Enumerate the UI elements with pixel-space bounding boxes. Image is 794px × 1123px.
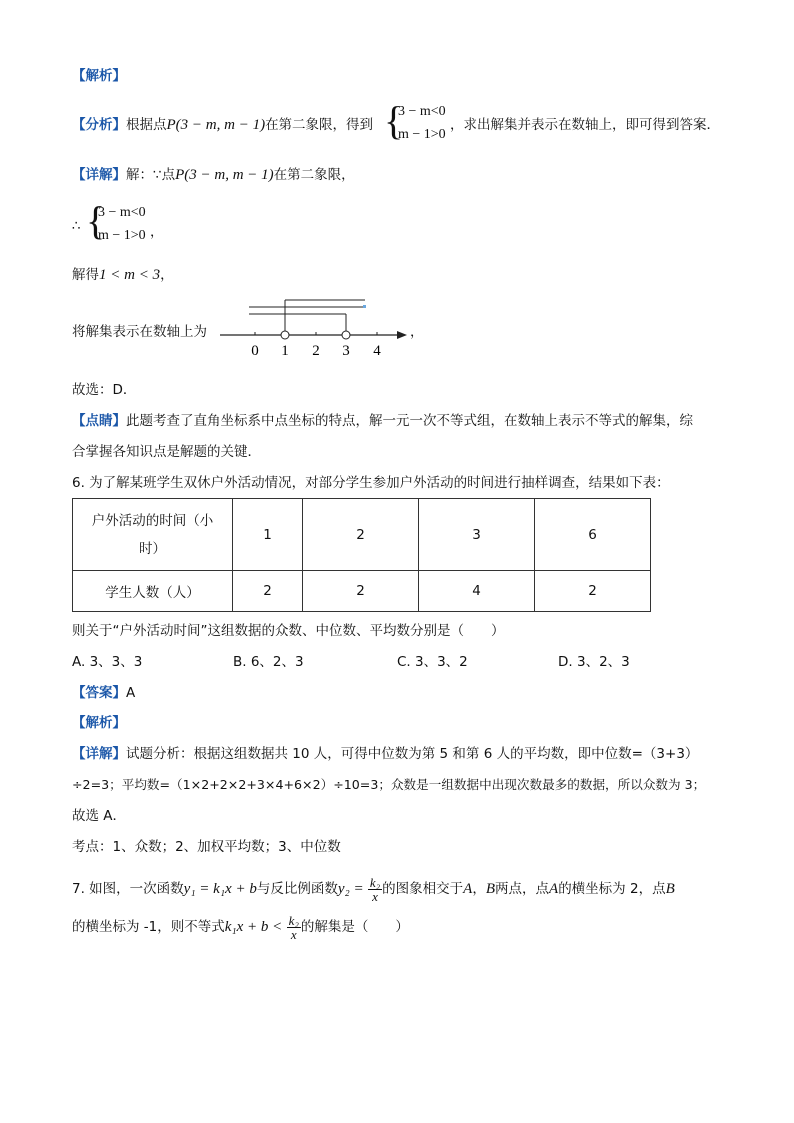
dianjing-text-1: 此题考查了直角坐标系中点坐标的特点，解一元一次不等式组，在数轴上表示不等式的解集，综	[126, 413, 693, 429]
table-cell: 2	[303, 571, 419, 612]
fenxi-paragraph	[72, 115, 373, 135]
q7-inequality-fraction	[287, 914, 301, 941]
q6-choice: 故选 A．	[72, 808, 127, 824]
q6-question: 则关于“户外活动时间”这组数据的众数、中位数、平均数分别是（ ）	[72, 623, 505, 639]
table-cell: 1	[233, 499, 303, 571]
q6-stem: 6. 为了解某班学生双休户外活动情况，对部分学生参加户外活动的时间进行抽样调查，结果如下表：	[72, 475, 670, 491]
jiexi-tag-2: 【解析】	[72, 715, 126, 731]
dianjing-text-2: 合掌握各知识点是解题的关键．	[72, 444, 261, 460]
table-cell: 3	[419, 499, 535, 571]
system-inequality-1: 3 − m<0	[398, 104, 446, 119]
q6-data-table	[72, 498, 651, 612]
tick-label-1: 1	[281, 343, 289, 359]
q6-xiangjie-line-1	[72, 744, 698, 764]
xiangjie-text-1: 解：∵点	[126, 167, 176, 183]
brace-symbol: {	[384, 98, 404, 143]
daan-tag: 【答案】	[72, 685, 126, 701]
q6-xiangjie-text-1: 试题分析：根据这组数据共 10 人，可得中位数为第 5 和第 6 人的平均数，即中位数=（3+3）	[126, 746, 699, 762]
q7-separator: ，	[472, 881, 486, 897]
q7-y1-expression: y₁ = k₁x + b	[183, 881, 257, 897]
solve-prefix: 解得	[72, 267, 99, 283]
table-header-time	[73, 499, 233, 571]
number-line-figure	[215, 295, 415, 360]
fenxi-text-1: 根据点	[126, 117, 167, 133]
xiangjie-paragraph	[72, 165, 355, 185]
option-c: C. 3、3、2	[397, 654, 468, 670]
table-cell: 6	[535, 499, 651, 571]
dianjing-line-1	[72, 411, 693, 431]
table-row	[73, 499, 651, 571]
solve-expression: 1 < m < 3	[99, 267, 161, 283]
xiangjie-text-2: 在第二象限，	[273, 167, 355, 183]
xiangjie-tag: 【详解】	[72, 167, 126, 183]
numberline-suffix: ，	[410, 324, 424, 340]
point-expression-2: P(3 − m, m − 1)	[175, 167, 274, 183]
open-circle-1	[281, 331, 289, 339]
selection-dot	[363, 305, 366, 308]
q7-line-2	[72, 912, 409, 942]
q7-fraction	[368, 876, 382, 903]
tick-label-2: 2	[312, 343, 320, 359]
tick-label-4: 4	[373, 343, 381, 359]
q6-kaodian: 考点：1、众数；2、加权平均数；3、中位数	[72, 839, 341, 855]
q5-choice: 故选：D．	[72, 382, 137, 398]
q7-point-b: B	[485, 881, 496, 897]
option-d: D. 3、2、3	[558, 654, 630, 670]
point-expression: P(3 − m, m − 1)	[166, 117, 266, 133]
q7-point-a: A	[463, 881, 473, 897]
system2-inequality-1: 3 − m<0	[98, 205, 146, 220]
therefore-symbol: ∴	[72, 218, 81, 234]
fenxi-text-3: ，求出解集并表示在数轴上，即可得到答案．	[450, 117, 720, 133]
ineq-fraction-denominator: x	[290, 926, 297, 942]
tick-label-0: 0	[251, 343, 259, 359]
table-cell: 4	[419, 571, 535, 612]
q7-line2-part-1: 的横坐标为 -1，则不等式	[72, 919, 225, 935]
header-time-line-1: 户外活动的时间（小	[91, 512, 214, 529]
q7-part-1: 7. 如图，一次函数	[72, 881, 184, 897]
brace-symbol-2: {	[86, 198, 106, 243]
fraction-denominator: x	[372, 888, 378, 904]
answer-line	[72, 683, 135, 703]
option-a: A. 3、3、3	[72, 654, 143, 670]
fenxi-tag: 【分析】	[72, 117, 126, 133]
axis-arrow	[397, 331, 407, 339]
table-header-students: 学生人数（人）	[73, 571, 233, 612]
q7-y2-lhs: y₂ =	[337, 881, 364, 897]
q7-line-1	[72, 874, 675, 904]
system-comma: ，	[150, 224, 164, 240]
table-cell: 2	[233, 571, 303, 612]
numberline-prefix: 将解集表示在数轴上为	[72, 324, 207, 340]
solve-suffix: ，	[160, 267, 174, 283]
xiangjie-tag-2: 【详解】	[72, 746, 126, 762]
q7-point-a-2: A	[549, 881, 559, 897]
q6-answer: A	[126, 685, 136, 701]
tick-label-3: 3	[342, 343, 350, 359]
q7-line2-part-2: 的解集是（ ）	[300, 919, 409, 935]
jiexi-tag: 【解析】	[72, 68, 126, 84]
system2-inequality-2: m − 1>0	[98, 228, 146, 243]
open-circle-3	[342, 331, 350, 339]
solution-line	[72, 265, 174, 285]
q7-part-4: 两点，点	[495, 881, 550, 897]
fenxi-text-2: 在第二象限，得到	[265, 117, 374, 133]
option-b: B. 6、2、3	[233, 654, 304, 670]
header-time-line-2: 时）	[139, 540, 166, 557]
table-cell: 2	[303, 499, 419, 571]
fraction-numerator: k₂	[369, 874, 381, 890]
q7-inequality-lhs: k₁x + b <	[224, 919, 283, 935]
q7-point-b-2: B	[665, 881, 675, 897]
table-row	[73, 571, 651, 612]
q6-xiangjie-line-2: ÷2=3；平均数=（1×2+2×2+3×4+6×2）÷10=3；众数是一组数据中出现次数最多的数据，所以众数为 3；	[72, 777, 706, 792]
ineq-fraction-numerator: k₂	[288, 912, 299, 928]
system-inequality-2: m − 1>0	[398, 127, 446, 142]
q7-part-5: 的横坐标为 2，点	[558, 881, 666, 897]
q7-part-2: 与反比例函数	[256, 881, 338, 897]
table-cell: 2	[535, 571, 651, 612]
q7-part-3: 的图象相交于	[382, 881, 464, 897]
dianjing-tag: 【点睛】	[72, 413, 126, 429]
